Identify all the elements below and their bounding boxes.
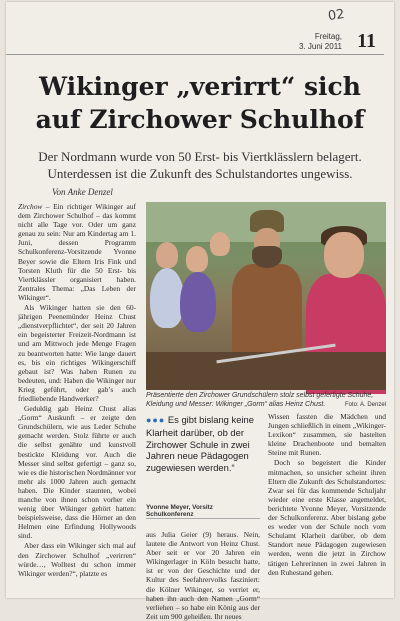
article-column-3 <box>268 412 386 590</box>
pull-quote-text: Es gibt bislang keine Klarheit darüber, ob der Zirchower Schule in zwei Jahren neue Pädagogen zugewiesen werden.“ <box>146 414 254 474</box>
child-figure <box>210 232 230 256</box>
pull-quote-author: Yvonne Meyer, Vorsitz Schulkonferenz <box>146 504 214 518</box>
article-photo <box>146 202 386 390</box>
paragraph: Wissen fassten die Mädchen und Jungen schließlich in einem „Wikinger-Lexikon“ zusammen, sie bastelten kleine Drachenboote und bemalten Steine mit Runen. <box>268 412 386 458</box>
child-figure <box>150 268 184 328</box>
dateline-weekday: Freitag, <box>314 32 342 41</box>
pull-quote <box>146 414 262 474</box>
page-number: 11 <box>357 30 376 52</box>
paragraph: Doch so begeistert die Kinder mitmachen, so unsicher scheint ihren Eltern die Zukunft des Schulstandortes: Zwar sei für das kommende Schuljahr wieder eine erste Klasse angemeldet, berichtete Yvonne Meyer, Vorsitzende der Schulkonferenz. Aber bislang gebe es weder von der Schule noch vom Schulamt Klarheit darüber, ob dem Standort neue Pädagogen zugewiesen werden, wenn die jetzt in Zirchow tätigen Lehrerinnen in zwei Jahren in den Ruhestand gehen. <box>268 458 386 577</box>
viking-beard <box>252 246 282 268</box>
subheadline: Der Nordmann wurde von 50 Erst- bis Viertklässlern belagert. Unterdessen ist die Zukunft des Schulstandortes ungewiss. <box>38 149 362 181</box>
child-figure <box>180 272 216 332</box>
child-figure <box>186 246 208 272</box>
photo-credit: Foto: A. Denzel <box>344 401 386 408</box>
headline <box>14 70 386 136</box>
byline: Von Anke Denzel <box>52 187 113 197</box>
dateline <box>299 32 342 52</box>
paragraph: Geduldig gab Heinz Chust alias „Gorm“ Auskunft – er zeigte den Grundschülern, wie aus Leder Schuhe gemacht werden. Stolz führte er auch die selbst genähte und kunstvoll bestickte Kleidung vor. Auch die Messer sind selbst gefertigt – ganz so, wie es die historischen Nordmänner vor mehr als 1000 Jahren auch gemacht haben. Die Kinder staunten, wobei manche von ihnen schon vorher ein wenig über Wikinger gehört hatten: beispielsweise, dass die Hörner an den Helmen eine Erfindung Hollywoods sind. <box>18 404 137 541</box>
paragraph: Als Wikinger hatten sie den 60-jährigen Peenemünder Heinz Chust „dienstverpflichtet“, der seit 20 Jahren ein begeisterter Freizeit-Nordmann ist und am Mittwoch jede Menge Fragen zu beantworten hatte: Wie lange dauert es, bis ein richtiges Wikingerschiff gebaut ist? Was haben Runen zu bedeuten, und: Haben die Wikinger nur Krieg geführt, oder gab’s auch friedliebende Handwerker? <box>18 303 136 403</box>
newspaper-page <box>6 2 394 621</box>
header-rule <box>6 54 384 55</box>
headline-line-2: auf Zirchower Schulhof <box>35 105 365 134</box>
quote-dots-icon: ●●● <box>146 415 166 425</box>
child-figure <box>156 242 178 268</box>
paragraph-text: – Ein richtiger Wikinger auf dem Zirchower Schulhof – das kommt nicht alle Tage vor. Oder um ganz genau zu sein: Nur am Kindertag am 1. Juni, dessen Programm Schulkonferenz-Vorsitzende Yvonne Beyer sowie die Eltern Iris Fink und Torsten Kluth für die 50 Erst- bis Viertklässler organisiert haben. Zentrales Thema: „Das Leben der Wikinger“. <box>18 202 136 302</box>
handwritten-note: 02 <box>327 6 346 25</box>
headline-line-1: Wikinger „verirrt“ sich <box>39 72 361 101</box>
article-column-1 <box>18 202 136 584</box>
display-table <box>146 352 386 390</box>
viking-figure <box>232 264 302 354</box>
paragraph: Aber dass ein Wikinger sich mal auf den Zirchower Schulhof „verirren“ würde…, Wolltest du schon immer Wikinger werden?“, platzte es <box>18 541 136 578</box>
dateline-place: Zirchow <box>18 202 43 211</box>
pull-quote-rule <box>146 518 260 519</box>
paragraph <box>18 202 136 302</box>
photo-caption <box>146 392 386 409</box>
dateline-date: 3. Juni 2011 <box>299 42 342 51</box>
article-column-2 <box>146 530 260 621</box>
boy-face <box>324 232 364 278</box>
photo-caption-text: Präsentierte den Zirchower Grundschülern stolz selbst gefertigte Schuhe, Kleidung und Messer: Wikinger „Gorm“ alias Heinz Chust. <box>146 392 374 408</box>
paragraph: aus Julia Geier (9) heraus. Nein, lautete die Antwort von Heinz Chust. Aber seit er vor 20 Jahren ein Wikingerlager in Köln besucht hatte, ist er von der Geschichte und der Kultur des Seefahrervolks fasziniert: die Kölner Wikinger, so verriet er, haben ihn auch den Namen „Gorm“ verliehen – so habe ein König aus der Zeit um 900 geheißen. Ihr neues <box>146 530 260 621</box>
